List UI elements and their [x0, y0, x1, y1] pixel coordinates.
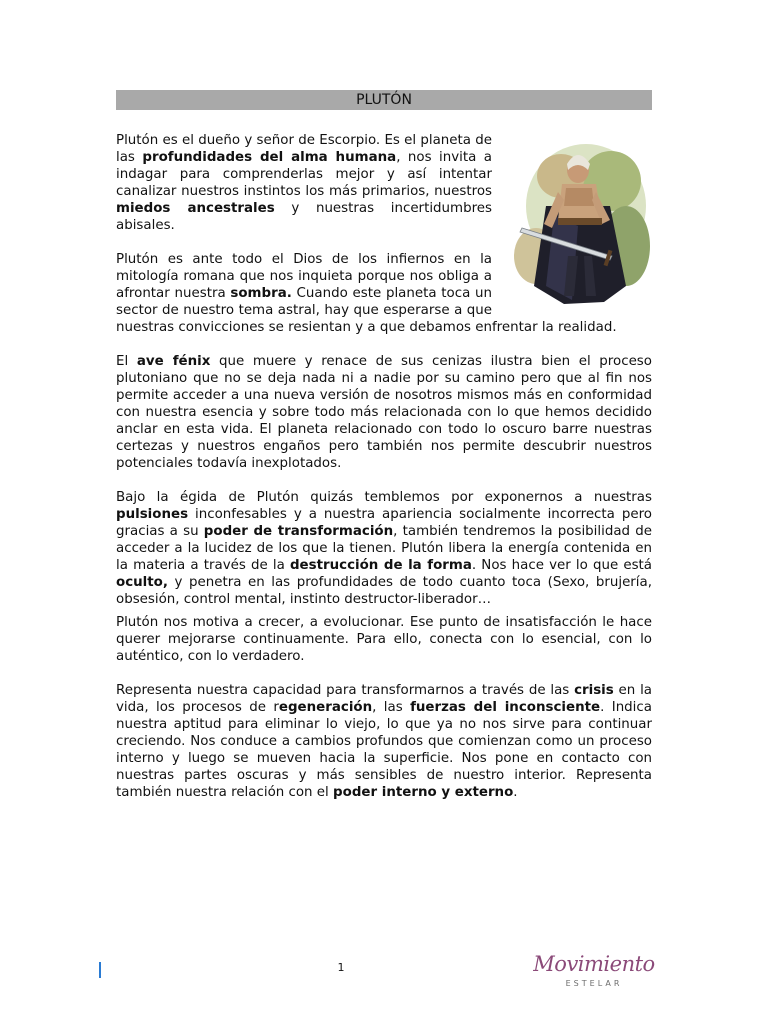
page-number: 1: [337, 961, 345, 974]
paragraph-6: [116, 682, 652, 801]
p6-run-5: fuerzas del inconsciente: [410, 700, 601, 715]
cursor-marker: [99, 962, 101, 978]
p6-run-7: poder interno y externo: [333, 785, 514, 800]
p4-run-1: pulsiones: [116, 507, 189, 522]
p1-run-4: y nuestras incertidumbres abisales.: [116, 201, 492, 233]
page-title: PLUTÓN: [116, 90, 652, 110]
paragraph-3: [116, 353, 652, 472]
p4-run-0: Bajo la égida de Plutón quizás temblemos por exponernos a nuestras: [116, 490, 652, 505]
p1-run-1: profundidades del alma humana: [142, 150, 397, 165]
p3-run-2: que muere y renace de sus cenizas ilustra bien el proceso plutoniano que no se deja nada ni a nadie por su camino pero que al fin nos permite acceder a una nueva versión de nosotros mismos más en conformidad con nuestra esencia y sobre todo más relacionada con lo que hemos decidido anclar en esta vida. El planeta relacionado con todo lo oscuro barre nuestras certezas y nuestros engaños pero también nos permite descubrir nuestros potenciales todavía inexplotados.: [116, 354, 652, 471]
p4-run-5: destrucción de la forma: [289, 558, 472, 573]
p4-run-8: y penetra en las profundidades de todo cuanto toca (Sexo, brujería, obsesión, control mental, instinto destructor-liberador…: [116, 575, 652, 607]
p3-run-0: El: [116, 354, 137, 369]
logo-subtitle: ESTELAR: [565, 979, 623, 988]
p5-run-0: Plutón nos motiva a crecer, a evolucionar. Ese punto de insatisfacción le hace querer mejorarse continuamente. Para ello, conecta con lo esencial, con lo auténtico, con lo verdadero.: [116, 615, 652, 664]
p4-run-4: , también tendremos la posibilidad de acceder a la lucidez de los que la tienen. Plutón libera la energía contenida en la materia a través de la: [116, 524, 652, 573]
p1-run-2: , nos invita a indagar para comprenderlas mejor y así intentar canalizar nuestros instintos los más primarios, nuestros: [116, 150, 492, 199]
p4-run-2: inconfesables y a nuestra apariencia socialmente incorrecta pero gracias a su: [116, 507, 652, 539]
logo-script-text: Movimiento: [533, 952, 655, 976]
p6-run-1: crisis: [574, 683, 614, 698]
p1-run-0: Plutón es el dueño y señor de Escorpio. Es el planeta de las: [116, 133, 492, 165]
p2-run-0: Plutón es ante todo el Dios de los infiernos en la mitología romana que nos inquieta porque nos obliga a afrontar nuestra: [116, 252, 492, 301]
p4-run-7: oculto,: [116, 575, 168, 590]
p4-run-6: . Nos hace ver lo que está: [471, 558, 652, 573]
p6-run-2: en la vida, los procesos de r: [116, 683, 652, 715]
p6-run-6: . Indica nuestra aptitud para eliminar lo viejo, lo que ya no nos sirve para continuar creciendo. Nos conduce a cambios profundos que comienzan como un proceso interno y luego se mueven hacia la superficie. Nos pone en contacto con nuestras partes oscuras y más sensibles de nuestro interior. Representa también nuestra relación con el: [116, 700, 652, 800]
p2-run-1: sombra.: [230, 286, 292, 301]
p6-run-4: , las: [372, 700, 411, 715]
p6-run-0: Representa nuestra capacidad para transformarnos a través de las: [116, 683, 575, 698]
p6-run-3: egeneración: [278, 700, 373, 715]
p4-run-3: poder de transformación: [203, 524, 394, 539]
body-text: [116, 132, 652, 801]
p6-run-8: .: [513, 785, 518, 800]
pluto-illustration: [506, 136, 652, 306]
p3-run-1: ave fénix: [136, 354, 211, 369]
p2-run-2: Cuando este planeta toca un sector de nuestro tema astral, hay que esperarse a que nuestras convicciones se resientan y a que debamos enfrentar la realidad.: [116, 286, 617, 335]
paragraph-4: [116, 489, 652, 608]
p1-run-3: miedos ancestrales: [116, 201, 275, 216]
movimiento-estelar-logo: [532, 952, 656, 994]
paragraph-5: [116, 614, 652, 665]
